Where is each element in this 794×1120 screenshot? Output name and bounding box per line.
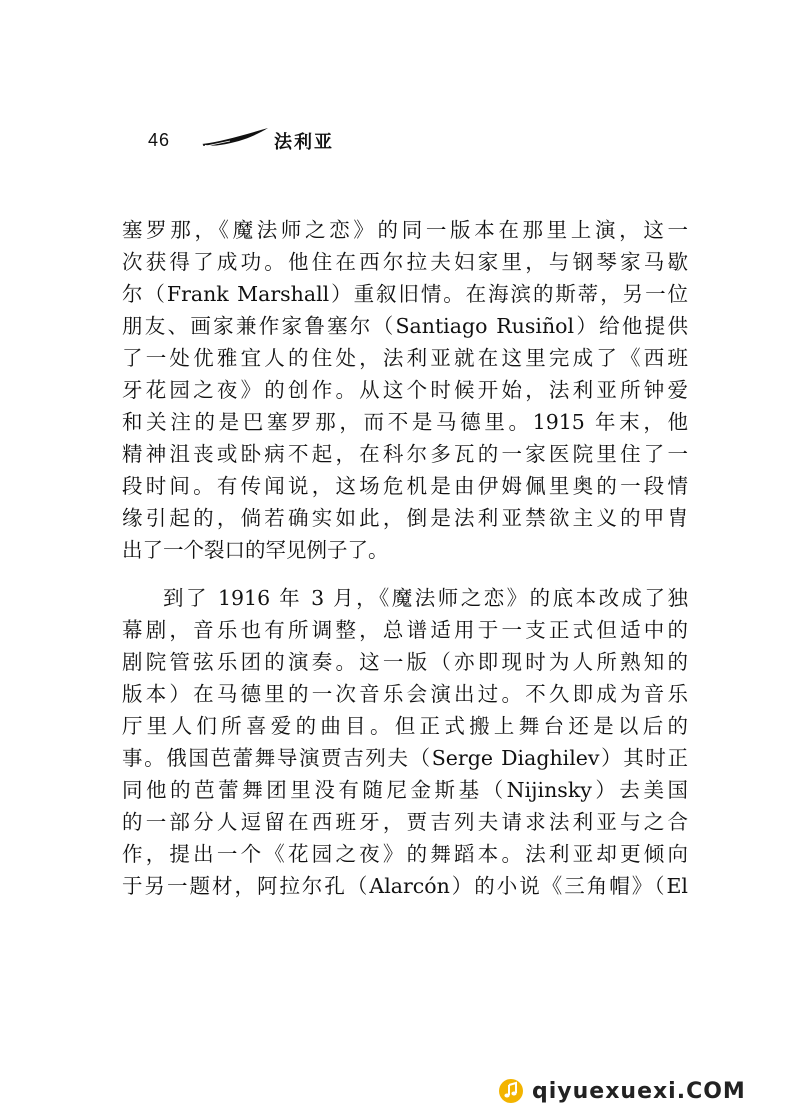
- text-line: 事。俄国芭蕾舞导演贾吉列夫（Serge Diaghilev）其时正: [122, 746, 688, 770]
- text-line: 的一部分人逗留在西班牙，贾吉列夫请求法利亚与之合: [122, 810, 688, 834]
- text-line: 次获得了成功。他住在西尔拉夫妇家里，与钢琴家马歇: [122, 250, 688, 274]
- paragraph: [122, 214, 688, 566]
- text-body: [122, 214, 688, 902]
- watermark: [498, 1078, 778, 1108]
- text-line: 缘引起的，倘若确实如此，倒是法利亚禁欲主义的甲胄: [122, 506, 688, 530]
- text-line: 精神沮丧或卧病不起，在科尔多瓦的一家医院里住了一: [122, 442, 688, 466]
- text-line: 尔（Frank Marshall）重叙旧情。在海滨的斯蒂，另一位: [122, 282, 688, 306]
- text-line: 版本）在马德里的一次音乐会演出过。不久即成为音乐: [122, 682, 688, 706]
- text-line: 段时间。有传闻说，这场危机是由伊姆佩里奥的一段情: [122, 474, 688, 498]
- text-line: 和关注的是巴塞罗那，而不是马德里。1915 年末，他: [122, 410, 688, 434]
- text-line: 了一处优雅宜人的住处，法利亚就在这里完成了《西班: [122, 346, 688, 370]
- quill-icon: [200, 126, 270, 148]
- text-line: 幕剧，音乐也有所调整，总谱适用于一支正式但适中的: [122, 618, 688, 642]
- text-line: 牙花园之夜》的创作。从这个时候开始，法利亚所钟爱: [122, 378, 688, 402]
- page-number: 46: [148, 130, 171, 150]
- watermark-text: qiyuexuexi.COM: [532, 1079, 746, 1104]
- text-line: 剧院管弦乐团的演奏。这一版（亦即现时为人所熟知的: [122, 650, 688, 674]
- running-title: 法利亚: [274, 132, 334, 153]
- text-line: 作，提出一个《花园之夜》的舞蹈本。法利亚却更倾向: [122, 842, 688, 866]
- text-line: 于另一题材，阿拉尔孔（Alarcón）的小说《三角帽》（El: [122, 874, 688, 898]
- paragraph-gap: [122, 566, 688, 582]
- text-line: 朋友、画家兼作家鲁塞尔（Santiago Rusiñol）给他提供: [122, 314, 688, 338]
- page-header: [148, 126, 388, 156]
- music-note-icon: [498, 1078, 524, 1104]
- text-line: 到了 1916 年 3 月，《魔法师之恋》的底本改成了独: [163, 586, 688, 610]
- paragraph: [122, 582, 688, 902]
- text-line: 塞罗那，《魔法师之恋》的同一版本在那里上演，这一: [122, 218, 688, 242]
- text-line: 同他的芭蕾舞团里没有随尼金斯基（Nijinsky）去美国: [122, 778, 688, 802]
- text-line: 出了一个裂口的罕见例子了。: [122, 538, 389, 562]
- text-line: 厅里人们所喜爱的曲目。但正式搬上舞台还是以后的: [122, 714, 688, 738]
